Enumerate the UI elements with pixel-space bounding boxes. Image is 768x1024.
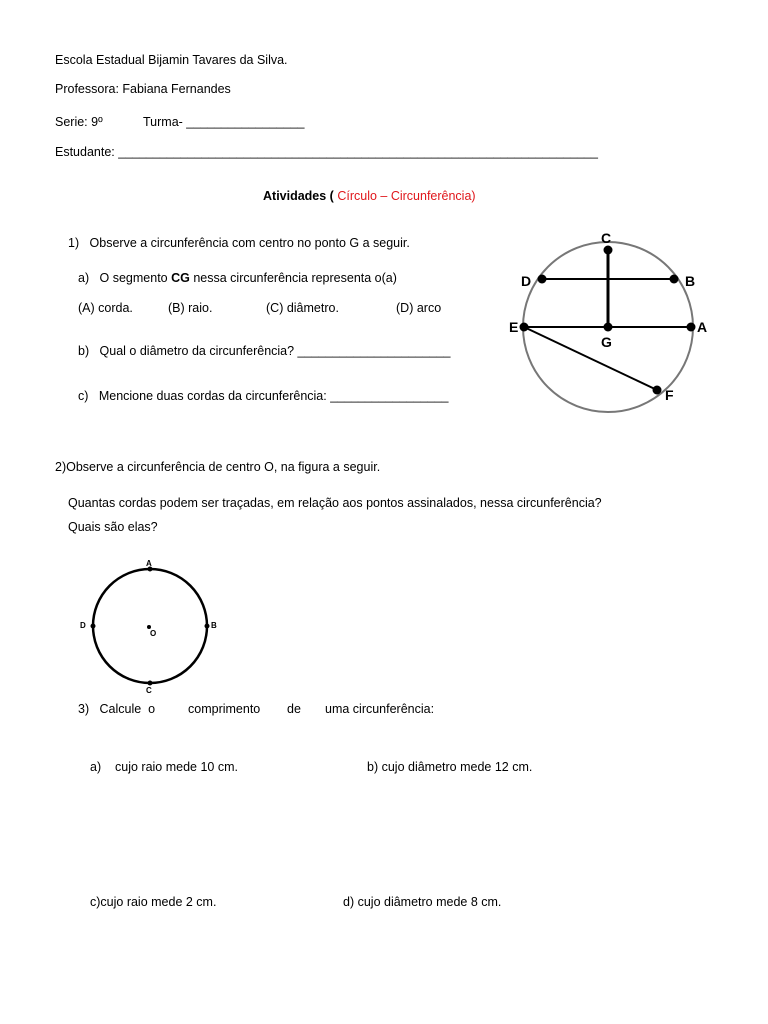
- q3-item-d: d) cujo diâmetro mede 8 cm.: [343, 895, 502, 909]
- q1-a-prefix: a) O segmento: [78, 271, 172, 285]
- school-name: Escola Estadual Bijamin Tavares da Silva.: [55, 53, 288, 67]
- label-e: E: [509, 319, 519, 335]
- q2-label-c: C: [146, 686, 152, 695]
- title-bold: Atividades (: [263, 189, 334, 203]
- q2-label-o: O: [150, 629, 157, 638]
- q1-stem: 1) Observe a circunferência com centro no ponto G a seguir.: [68, 236, 410, 250]
- q2-line-2: Quais são elas?: [68, 520, 158, 534]
- q3-word-3: de: [287, 702, 301, 716]
- title-topic: Círculo – Circunferência): [333, 189, 476, 203]
- q1-option-c: (C) diâmetro.: [266, 301, 339, 315]
- q2-line-1: Quantas cordas podem ser traçadas, em relação aos pontos assinalados, nessa circunferência?: [68, 496, 602, 510]
- label-d: D: [521, 273, 532, 289]
- q3-word-4: uma circunferência:: [325, 702, 435, 716]
- q1-a-bold: CG: [171, 271, 190, 285]
- q1-a-suffix: nessa circunferência representa o(a): [189, 271, 397, 285]
- label-a: A: [697, 319, 708, 335]
- q3-word-2: comprimento: [188, 702, 261, 716]
- q3-item-b: b) cujo diâmetro mede 12 cm.: [367, 760, 533, 774]
- label-f: F: [665, 387, 674, 403]
- q2-point-b: [205, 624, 210, 629]
- q2-label-d: D: [80, 621, 86, 630]
- q1-option-b: (B) raio.: [168, 301, 213, 315]
- q3-item-c: c)cujo raio mede 2 cm.: [90, 895, 217, 909]
- q3-word-1: 3) Calcule o: [78, 702, 156, 716]
- q1-item-c: c) Mencione duas cordas da circunferência: _________________: [78, 389, 449, 403]
- q3-item-a: a) cujo raio mede 10 cm.: [90, 760, 238, 774]
- q1-item-b: b) Qual o diâmetro da circunferência? ______________________: [78, 344, 451, 358]
- student-field: Estudante: _____________________________________________________________________: [55, 145, 598, 159]
- q1-option-a: (A) corda.: [78, 301, 133, 315]
- label-g: G: [601, 334, 612, 350]
- q2-label-b: B: [211, 621, 217, 630]
- q2-point-c: [148, 681, 153, 686]
- label-c: C: [601, 230, 612, 246]
- grade-field: Serie: 9º: [55, 115, 103, 129]
- label-b: B: [685, 273, 696, 289]
- q1-option-d: (D) arco: [396, 301, 442, 315]
- teacher-name: Professora: Fabiana Fernandes: [55, 82, 231, 96]
- class-field: Turma- _________________: [143, 115, 305, 129]
- q2-stem: 2)Observe a circunferência de centro O, na figura a seguir.: [55, 460, 381, 474]
- q2-label-a: A: [146, 559, 152, 568]
- q2-point-d: [91, 624, 96, 629]
